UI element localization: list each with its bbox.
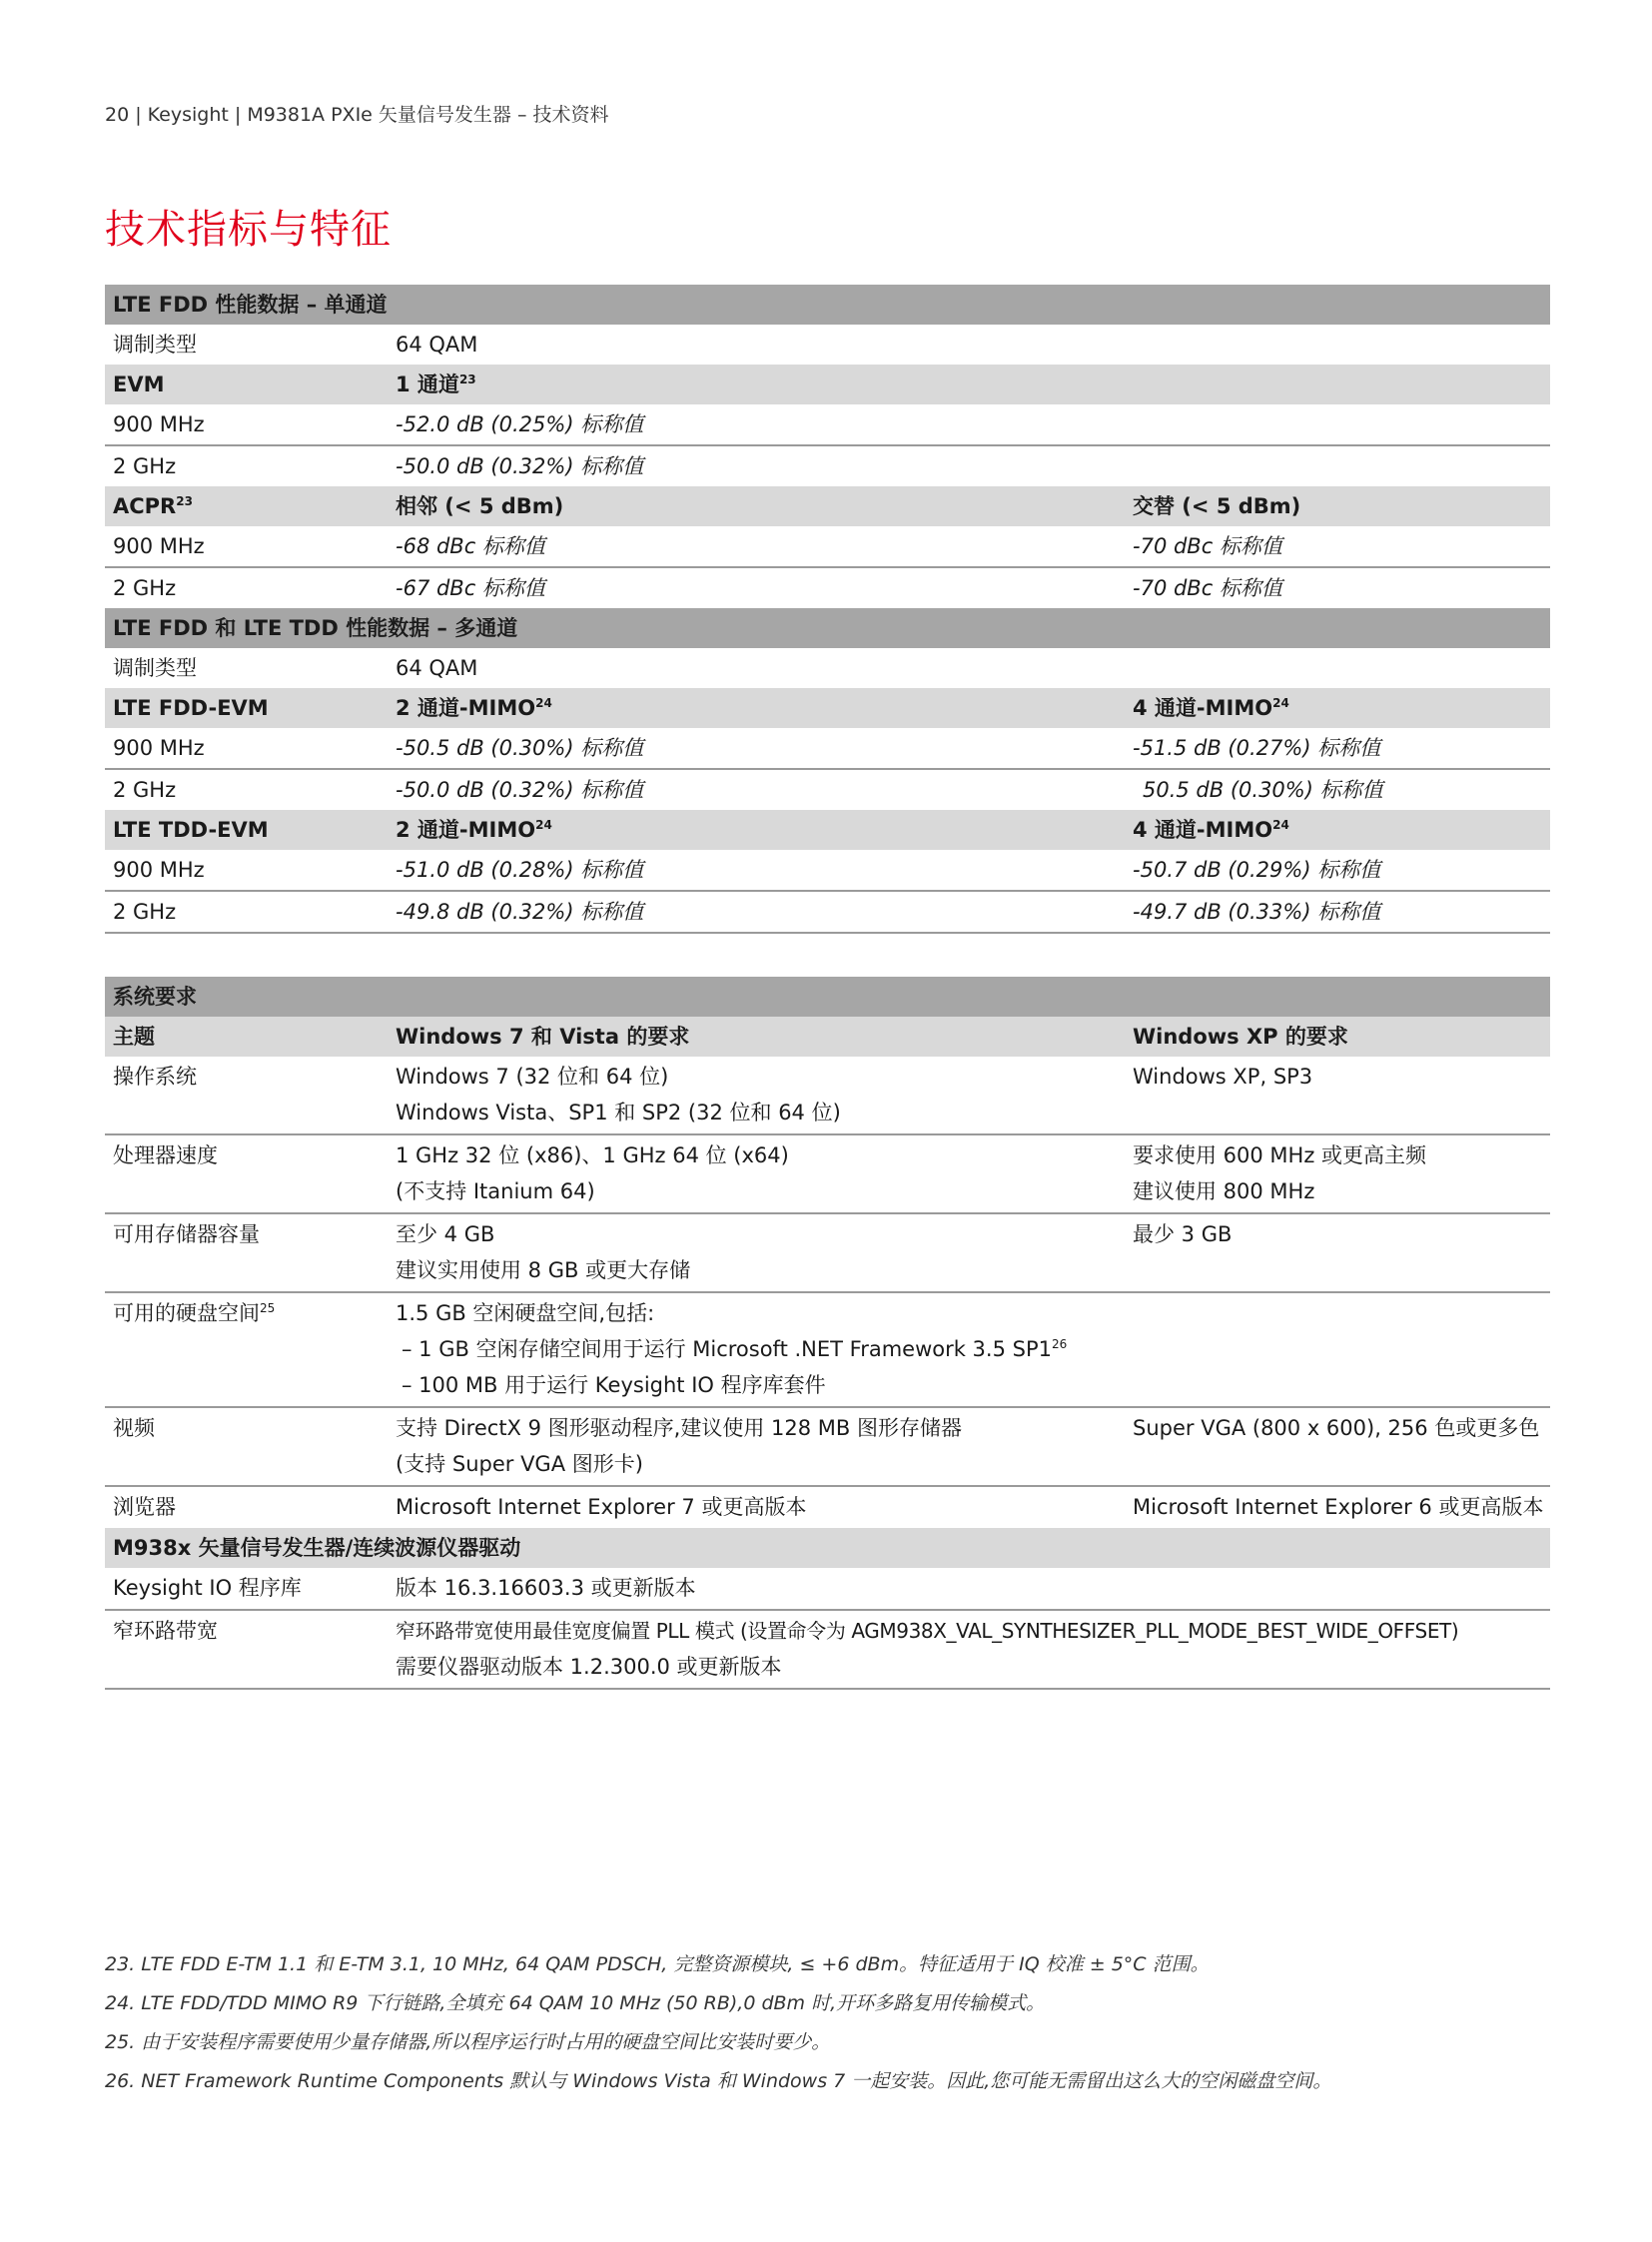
row-label: 可用的硬盘空间$^{25}$ xyxy=(105,1292,388,1407)
sub-header-row xyxy=(105,1017,1550,1057)
row-value: -70 dBc 标称值 xyxy=(1125,567,1550,608)
column-header: 2 通道-MIMO$^{24}$ xyxy=(388,810,1125,850)
value-line: 1.5 GB 空闲硬盘空间,包括: xyxy=(396,1301,655,1325)
row-value xyxy=(1125,1134,1550,1213)
row-label: 900 MHz xyxy=(105,850,388,891)
section-title: LTE FDD 性能数据 – 单通道 xyxy=(105,285,1550,325)
sub-header-row xyxy=(105,486,1550,526)
table-row xyxy=(105,769,1550,810)
row-label: EVM xyxy=(105,365,388,404)
footnote: 26. NET Framework Runtime Components 默认与 Windows Vista 和 Windows 7 一起安装。因此,您可能无需留出这么大的空闲磁盘空间。 xyxy=(105,2070,1332,2092)
sub-header-row xyxy=(105,365,1550,404)
row-value: -51.5 dB (0.27%) 标称值 xyxy=(1125,728,1550,769)
row-label: 可用存储器容量 xyxy=(105,1213,388,1292)
table-row xyxy=(105,1134,1550,1213)
row-value: 64 QAM xyxy=(388,325,1125,365)
table-row xyxy=(105,891,1550,933)
footnote: 24. LTE FDD/TDD MIMO R9 下行链路,全填充 64 QAM 10 MHz (50 RB),0 dBm 时,开环多路复用传输模式。 xyxy=(105,1992,1046,2014)
row-label: 2 GHz xyxy=(105,445,388,486)
row-value: 64 QAM xyxy=(388,648,1125,688)
section-header-row xyxy=(105,285,1550,325)
row-value: Windows XP, SP3 xyxy=(1125,1057,1550,1134)
row-value: 版本 16.3.16603.3 或更新版本 xyxy=(388,1568,1550,1610)
row-label: 浏览器 xyxy=(105,1486,388,1528)
table-row xyxy=(105,567,1550,608)
row-value: -52.0 dB (0.25%) 标称值 xyxy=(388,404,1125,445)
row-label: 900 MHz xyxy=(105,404,388,445)
value-line: 窄环路带宽使用最佳宽度偏置 PLL 模式 (设置命令为 AGM938X_VAL_SYNTHESIZER_PLL_MODE_BEST_WIDE_OFFSET) xyxy=(396,1619,1459,1643)
page-title: 技术指标与特征 xyxy=(105,207,392,253)
section-title: M938x 矢量信号发生器/连续波源仪器驱动 xyxy=(105,1528,1550,1568)
column-header: 4 通道-MIMO$^{24}$ xyxy=(1125,688,1550,728)
row-value: -51.0 dB (0.28%) 标称值 xyxy=(388,850,1125,891)
row-value: -50.7 dB (0.29%) 标称值 xyxy=(1125,850,1550,891)
column-header: Windows XP 的要求 xyxy=(1125,1017,1550,1057)
value-line: 至少 4 GB xyxy=(396,1222,495,1246)
row-label: LTE TDD-EVM xyxy=(105,810,388,850)
row-label: 900 MHz xyxy=(105,728,388,769)
row-label: 2 GHz xyxy=(105,769,388,810)
sub-header-row xyxy=(105,688,1550,728)
row-label: 处理器速度 xyxy=(105,1134,388,1213)
table-row xyxy=(105,1486,1550,1528)
column-header: 2 通道-MIMO$^{24}$ xyxy=(388,688,1125,728)
column-header: 相邻 (< 5 dBm) xyxy=(388,486,1125,526)
row-value xyxy=(388,1407,1125,1486)
table-row xyxy=(105,728,1550,769)
row-value: -49.7 dB (0.33%) 标称值 xyxy=(1125,891,1550,933)
table-row xyxy=(105,445,1550,486)
row-value: Microsoft Internet Explorer 6 或更高版本 xyxy=(1125,1486,1550,1528)
value-line: 需要仪器驱动版本 1.2.300.0 或更新版本 xyxy=(396,1655,782,1679)
page-header: 20 | Keysight | M9381A PXIe 矢量信号发生器 – 技术资料 xyxy=(105,104,609,126)
table-row xyxy=(105,1407,1550,1486)
row-label: ACPR$^{23}$ xyxy=(105,486,388,526)
row-label: 2 GHz xyxy=(105,891,388,933)
row-label: LTE FDD-EVM xyxy=(105,688,388,728)
system-requirements-table xyxy=(105,977,1550,1690)
table-row xyxy=(105,325,1550,365)
row-label: 2 GHz xyxy=(105,567,388,608)
row-value: -50.0 dB (0.32%) 标称值 xyxy=(388,769,1125,810)
footnote: 25. 由于安装程序需要使用少量存储器,所以程序运行时占用的硬盘空间比安装时要少。 xyxy=(105,2031,831,2053)
row-value: -50.5 dB (0.30%) 标称值 xyxy=(388,728,1125,769)
row-label: 调制类型 xyxy=(105,325,388,365)
row-label: 900 MHz xyxy=(105,526,388,567)
row-value: -49.8 dB (0.32%) 标称值 xyxy=(388,891,1125,933)
table-row xyxy=(105,1610,1550,1689)
value-line: Windows 7 (32 位和 64 位) xyxy=(396,1065,669,1089)
row-value xyxy=(388,1057,1125,1134)
section-title: 系统要求 xyxy=(105,977,1550,1017)
column-header: Windows 7 和 Vista 的要求 xyxy=(388,1017,1125,1057)
table-row xyxy=(105,1292,1550,1407)
row-label: 视频 xyxy=(105,1407,388,1486)
row-value: 1 通道$^{23}$ xyxy=(388,365,1125,404)
sub-header-row xyxy=(105,810,1550,850)
row-value: -70 dBc 标称值 xyxy=(1125,526,1550,567)
sub-header-row xyxy=(105,1528,1550,1568)
footnote: 23. LTE FDD E-TM 1.1 和 E-TM 3.1, 10 MHz, 64 QAM PDSCH, 完整资源模块, ≤ +6 dBm。特征适用于 IQ 校准 ± 5°C 范围。 xyxy=(105,1953,1210,1975)
row-label: 操作系统 xyxy=(105,1057,388,1134)
row-value xyxy=(388,1610,1550,1689)
row-label: Keysight IO 程序库 xyxy=(105,1568,388,1610)
value-line: 建议使用 800 MHz xyxy=(1133,1179,1315,1203)
table-row xyxy=(105,1057,1550,1134)
performance-table xyxy=(105,285,1550,934)
value-line: 建议实用使用 8 GB 或更大存储 xyxy=(396,1258,691,1282)
table-row xyxy=(105,850,1550,891)
row-label: 窄环路带宽 xyxy=(105,1610,388,1689)
value-line: 1 GHz 32 位 (x86)、1 GHz 64 位 (x64) xyxy=(396,1143,789,1167)
column-header: 4 通道-MIMO$^{24}$ xyxy=(1125,810,1550,850)
row-value xyxy=(388,1292,1550,1407)
value-line: Windows Vista、SP1 和 SP2 (32 位和 64 位) xyxy=(396,1101,841,1124)
row-value xyxy=(388,1213,1125,1292)
row-value: -50.0 dB (0.32%) 标称值 xyxy=(388,445,1125,486)
value-line: – 1 GB 空闲存储空间用于运行 Microsoft .NET Framework 3.5 $SP1^{26}$ xyxy=(402,1337,1068,1361)
row-value: Microsoft Internet Explorer 7 或更高版本 xyxy=(388,1486,1125,1528)
table-row xyxy=(105,404,1550,445)
table-row xyxy=(105,1568,1550,1610)
row-label: 调制类型 xyxy=(105,648,388,688)
row-value: Super VGA (800 x 600), 256 色或更多色 xyxy=(1125,1407,1550,1486)
table-row xyxy=(105,1213,1550,1292)
section-header-row xyxy=(105,608,1550,648)
table-row xyxy=(105,526,1550,567)
section-title: LTE FDD 和 LTE TDD 性能数据 – 多通道 xyxy=(105,608,1550,648)
column-header: 交替 (< 5 dBm) xyxy=(1125,486,1550,526)
value-line: – 100 MB 用于运行 Keysight IO 程序库套件 xyxy=(402,1373,826,1397)
row-value xyxy=(388,1134,1125,1213)
section-header-row xyxy=(105,977,1550,1017)
row-value: -67 dBc 标称值 xyxy=(388,567,1125,608)
value-line: (不支持 Itanium 64) xyxy=(396,1179,595,1203)
value-line: 支持 DirectX 9 图形驱动程序,建议使用 128 MB 图形存储器 xyxy=(396,1416,962,1440)
column-header: 主题 xyxy=(105,1017,388,1057)
row-value: 50.5 dB (0.30%) 标称值 xyxy=(1125,769,1550,810)
value-line: 要求使用 600 MHz 或更高主频 xyxy=(1133,1143,1427,1167)
row-value: 最少 3 GB xyxy=(1125,1213,1550,1292)
row-value: -68 dBc 标称值 xyxy=(388,526,1125,567)
value-line: (支持 Super VGA 图形卡) xyxy=(396,1452,643,1476)
table-row xyxy=(105,648,1550,688)
